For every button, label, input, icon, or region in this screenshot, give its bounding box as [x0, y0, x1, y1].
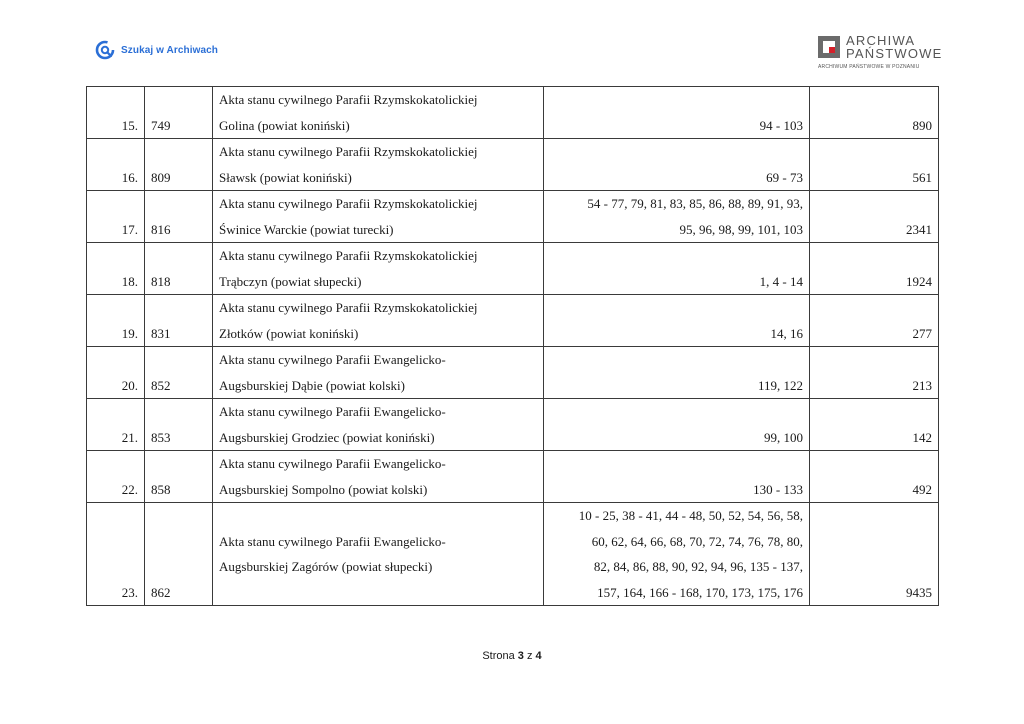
page-footer [0, 650, 1024, 662]
table-row [87, 503, 939, 606]
description-line: Akta stanu cywilnego Parafii Rzymskokatolickiej [219, 300, 478, 315]
description-line: Akta stanu cywilnego Parafii Rzymskokatolickiej [219, 196, 478, 211]
range-line: 95, 96, 98, 99, 101, 103 [679, 221, 803, 237]
table-row [87, 243, 939, 295]
records-table-body [87, 87, 939, 606]
szukaj-w-archiwach-logo [95, 40, 218, 60]
row-count: 492 [810, 451, 939, 503]
range-line: 54 - 77, 79, 81, 83, 85, 86, 88, 89, 91, 93, [587, 196, 803, 211]
row-signature: 862 [145, 503, 213, 606]
row-signature: 831 [145, 295, 213, 347]
row-description [213, 451, 544, 503]
row-number: 22. [87, 451, 145, 503]
row-signature: 809 [145, 139, 213, 191]
range-line: 157, 164, 166 - 168, 170, 173, 175, 176 [597, 584, 803, 600]
archiwa-square-icon [818, 36, 840, 58]
range-line: 99, 100 [764, 429, 803, 445]
logo-line-2: PAŃSTWOWE [846, 46, 943, 61]
description-line: Trąbczyn (powiat słupecki) [219, 273, 362, 289]
description-line: Sławsk (powiat koniński) [219, 169, 352, 185]
range-line: 94 - 103 [759, 117, 803, 133]
range-line: 60, 62, 64, 66, 68, 70, 72, 74, 76, 78, 80, [591, 533, 803, 549]
row-number: 19. [87, 295, 145, 347]
row-number: 17. [87, 191, 145, 243]
row-count: 213 [810, 347, 939, 399]
records-table [86, 86, 939, 606]
row-signature: 858 [145, 451, 213, 503]
logo-line-1: ARCHIWA [846, 33, 916, 48]
range-line: 10 - 25, 38 - 41, 44 - 48, 50, 52, 54, 56, 58, [578, 508, 803, 523]
table-row [87, 139, 939, 191]
description-line: Augsburskiej Zagórów (powiat słupecki) [219, 559, 433, 574]
row-number: 21. [87, 399, 145, 451]
footer-prefix: Strona [482, 650, 515, 662]
description-line: Złotków (powiat koniński) [219, 325, 359, 341]
logo-text: Szukaj w Archiwach [121, 44, 219, 56]
range-line: 14, 16 [770, 325, 803, 341]
row-signature: 816 [145, 191, 213, 243]
row-description [213, 191, 544, 243]
row-description [213, 87, 544, 139]
archiwa-panstwowe-logo [818, 34, 943, 70]
row-count: 561 [810, 139, 939, 191]
table-row [87, 87, 939, 139]
row-description [213, 503, 544, 606]
table-row [87, 399, 939, 451]
footer-current-page: 3 [517, 650, 524, 662]
row-count: 2341 [810, 191, 939, 243]
range-line: 82, 84, 86, 88, 90, 92, 94, 96, 135 - 137, [593, 559, 803, 574]
row-unit-range [544, 191, 810, 243]
description-line: Akta stanu cywilnego Parafii Rzymskokatolickiej [219, 144, 478, 159]
table-row [87, 295, 939, 347]
row-unit-range [544, 399, 810, 451]
row-count: 9435 [810, 503, 939, 606]
search-archives-icon [95, 40, 115, 60]
row-count: 277 [810, 295, 939, 347]
footer-total-pages: 4 [535, 650, 542, 662]
logo-subtitle: ARCHIWUM PAŃSTWOWE W POZNANIU [818, 64, 920, 70]
row-signature: 852 [145, 347, 213, 399]
row-unit-range [544, 87, 810, 139]
description-line: Akta stanu cywilnego Parafii Ewangelicko- [219, 404, 446, 419]
row-unit-range [544, 451, 810, 503]
row-signature: 853 [145, 399, 213, 451]
row-signature: 749 [145, 87, 213, 139]
row-unit-range [544, 243, 810, 295]
row-description [213, 347, 544, 399]
row-count: 890 [810, 87, 939, 139]
table-row [87, 347, 939, 399]
row-number: 16. [87, 139, 145, 191]
row-number: 20. [87, 347, 145, 399]
description-line: Augsburskiej Sompolno (powiat kolski) [219, 481, 428, 497]
row-description [213, 399, 544, 451]
row-unit-range [544, 503, 810, 606]
row-unit-range [544, 295, 810, 347]
row-signature: 818 [145, 243, 213, 295]
row-count: 1924 [810, 243, 939, 295]
range-line: 1, 4 - 14 [759, 273, 803, 289]
description-line: Akta stanu cywilnego Parafii Ewangelicko- [219, 352, 446, 367]
range-line: 69 - 73 [766, 169, 803, 185]
description-line: Akta stanu cywilnego Parafii Ewangelicko- [219, 456, 446, 471]
description-line: Świnice Warckie (powiat turecki) [219, 221, 394, 237]
row-number: 18. [87, 243, 145, 295]
description-line: Akta stanu cywilnego Parafii Rzymskokatolickiej [219, 248, 478, 263]
description-line: Akta stanu cywilnego Parafii Ewangelicko- [219, 533, 446, 549]
description-line: Golina (powiat koniński) [219, 117, 350, 133]
description-line: Akta stanu cywilnego Parafii Rzymskokatolickiej [219, 92, 478, 107]
table-row [87, 191, 939, 243]
row-description [213, 139, 544, 191]
row-unit-range [544, 139, 810, 191]
row-unit-range [544, 347, 810, 399]
row-number: 23. [87, 503, 145, 606]
row-description [213, 295, 544, 347]
table-row [87, 451, 939, 503]
range-line: 119, 122 [757, 377, 803, 393]
description-line: Augsburskiej Grodziec (powiat koniński) [219, 429, 435, 445]
description-line: Augsburskiej Dąbie (powiat kolski) [219, 377, 405, 393]
range-line: 130 - 133 [753, 481, 803, 497]
row-description [213, 243, 544, 295]
row-number: 15. [87, 87, 145, 139]
footer-sep: z [526, 650, 533, 662]
row-count: 142 [810, 399, 939, 451]
